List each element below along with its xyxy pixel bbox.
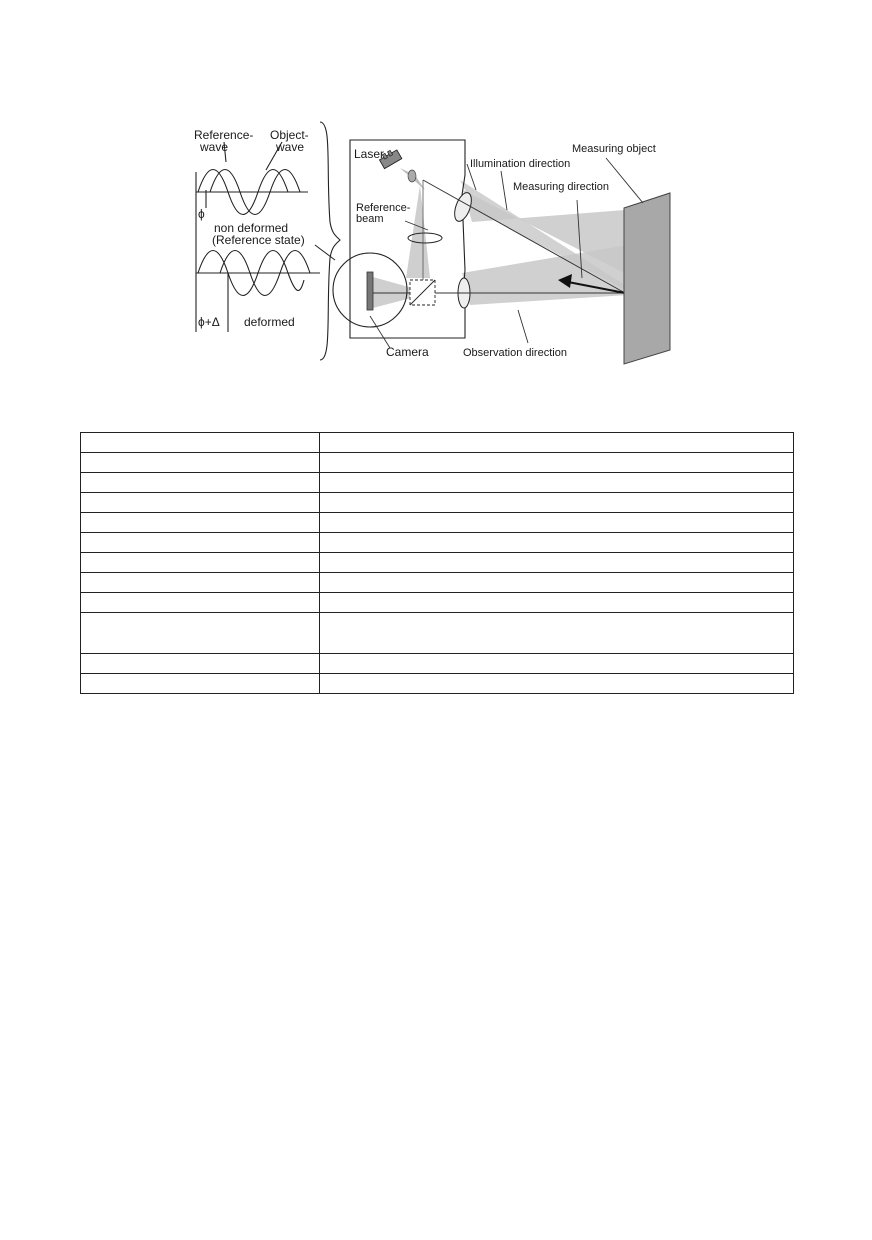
table-row — [81, 674, 794, 694]
table-cell-value — [320, 674, 794, 694]
reference-beam-cone — [406, 185, 430, 278]
table-row — [81, 654, 794, 674]
table-cell-label — [81, 473, 320, 493]
label-deformed: deformed — [244, 315, 295, 329]
label-measuring-direction: Measuring direction — [513, 181, 609, 193]
laser-lens — [408, 170, 416, 182]
table-row — [81, 493, 794, 513]
table-cell-value — [320, 553, 794, 573]
table-cell-value — [320, 593, 794, 613]
camera-sensor — [367, 272, 373, 310]
table-cell-value — [320, 573, 794, 593]
table-cell-label — [81, 674, 320, 694]
label-object-wave-2: wave — [276, 140, 305, 154]
spec-table — [80, 432, 794, 694]
label-non-deformed: non deformed — [214, 221, 289, 235]
table-row — [81, 573, 794, 593]
table-cell-value — [320, 513, 794, 533]
table-cell-label — [81, 613, 320, 654]
table-cell-label — [81, 513, 320, 533]
table-row — [81, 533, 794, 553]
label-object-wave-1: Object- — [270, 128, 309, 142]
table-cell-label — [81, 533, 320, 553]
label-measuring-object: Measuring object — [572, 143, 656, 155]
label-phi-delta: ϕ+Δ — [198, 315, 220, 329]
label-laser: Laser — [354, 147, 385, 161]
table-cell-value — [320, 654, 794, 674]
table-cell-value — [320, 433, 794, 453]
table-cell-label — [81, 593, 320, 613]
label-reference-wave-2: wave — [200, 140, 229, 154]
table-cell-value — [320, 473, 794, 493]
table-cell-label — [81, 654, 320, 674]
esp-setup-diagram — [180, 110, 700, 372]
label-observation-direction: Observation direction — [463, 347, 567, 359]
label-camera: Camera — [386, 345, 429, 359]
table-cell-label — [81, 553, 320, 573]
table-row — [81, 553, 794, 573]
label-phi: ϕ — [198, 207, 205, 221]
table-cell-label — [81, 573, 320, 593]
table-cell-value — [320, 453, 794, 473]
table-row — [81, 513, 794, 533]
table-cell-value — [320, 533, 794, 553]
label-reference-beam-1: Reference- — [356, 202, 411, 214]
table-row — [81, 453, 794, 473]
table-row — [81, 613, 794, 654]
curly-brace — [320, 122, 340, 360]
table-cell-label — [81, 433, 320, 453]
label-reference-beam-2: beam — [356, 213, 384, 225]
measuring-object — [624, 193, 670, 364]
label-reference-state: (Reference state) — [212, 233, 305, 247]
label-reference-wave-1: Reference- — [194, 128, 254, 142]
table-row — [81, 593, 794, 613]
table-cell-label — [81, 453, 320, 473]
table-row — [81, 473, 794, 493]
observation-cone — [462, 245, 628, 305]
table-row — [81, 433, 794, 453]
table-cell-value — [320, 493, 794, 513]
table-cell-label — [81, 493, 320, 513]
label-illumination-direction: Illumination direction — [470, 158, 571, 170]
table-cell-value — [320, 613, 794, 654]
